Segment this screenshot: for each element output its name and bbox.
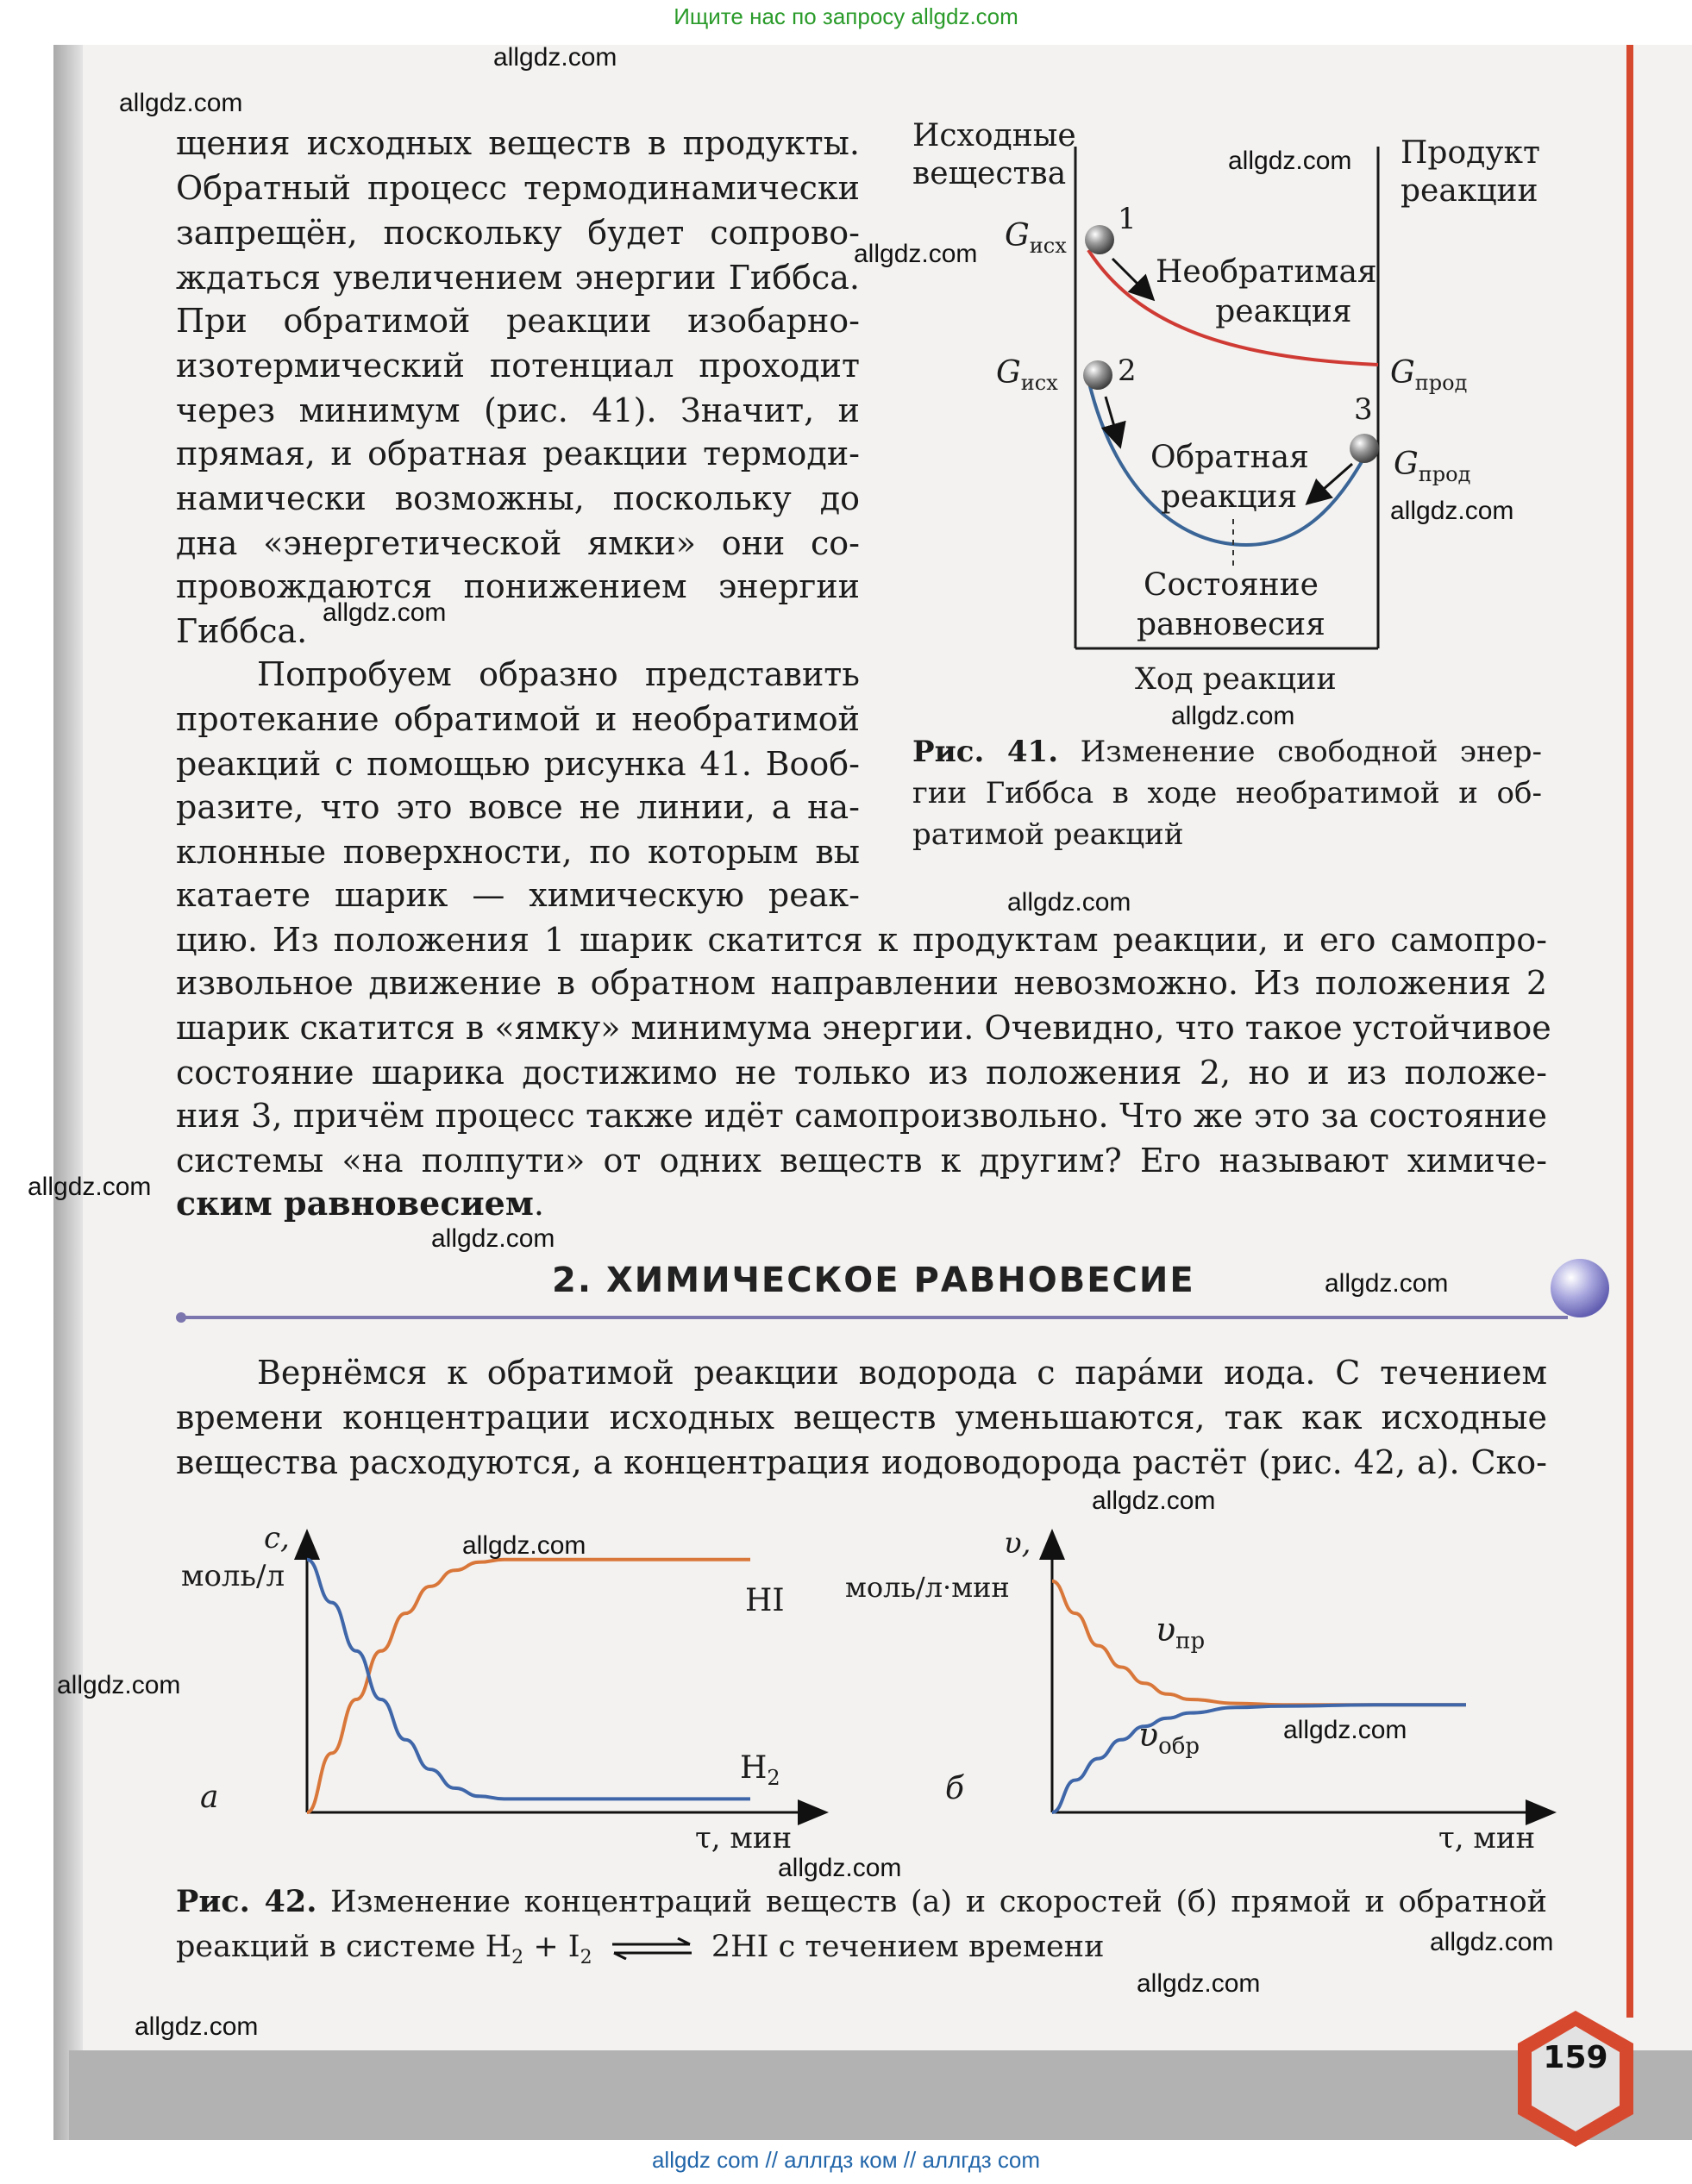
chart-a-ylabel-units: моль/л <box>181 1559 285 1593</box>
caption-text: Изменение свободной энер- <box>1080 735 1542 769</box>
term-chemical-equilibrium: ским равновесием <box>176 1184 534 1223</box>
watermark: allgdz.com <box>1137 1969 1261 1998</box>
text-line: разите, что это вовсе не линии, а на- <box>176 788 860 826</box>
text-line: Вернёмся к обратимой реакции водорода с парáми иода. С течением <box>257 1354 1547 1392</box>
text-line: Гиббса. <box>176 612 308 650</box>
series-label-h2 <box>740 1750 780 1790</box>
g-symbol: G <box>1394 447 1419 482</box>
caption-text: 2HI с течением времени <box>711 1930 1105 1964</box>
page-footer-bar <box>69 2050 1692 2140</box>
book-spine <box>53 45 83 2140</box>
watermark: allgdz.com <box>135 2012 259 2041</box>
watermark: allgdz.com <box>462 1531 586 1560</box>
series-name: υ <box>1156 1611 1176 1649</box>
text-line: шарик скатится в «ямку» минимума энергии. Очевидно, что такое устойчивое <box>176 1009 1551 1047</box>
text-line: времени концентрации исходных веществ уменьшаются, так как исходные <box>176 1399 1547 1436</box>
series-name: H <box>740 1750 768 1786</box>
text-line: изотермический потенциал проходит <box>176 347 860 385</box>
page-number: 159 <box>1543 2040 1608 2075</box>
xaxis-reaction-course: Ход реакции <box>1135 662 1337 697</box>
g-subscript: исх <box>1020 371 1058 396</box>
position-1-label: 1 <box>1118 202 1137 236</box>
label-line: реакция <box>1161 479 1298 515</box>
text-fragment: . <box>533 1185 544 1223</box>
g-symbol: G <box>1005 218 1030 253</box>
g-subscript: прод <box>1418 462 1471 487</box>
text-line: вещества расходуются, а концентрация иодоводорода растёт (рис. 42, а). Ско- <box>176 1443 1547 1481</box>
chart-b-ylabel-units: моль/л·мин <box>845 1571 1010 1604</box>
chart-b-xlabel: τ, мин <box>1438 1821 1536 1855</box>
g-product-2 <box>1394 447 1470 486</box>
chart-a-ylabel-symbol: с, <box>264 1521 290 1555</box>
label-line: Состояние <box>1143 567 1319 603</box>
text-line: запрещён, поскольку будет сопрово- <box>176 214 860 252</box>
watermark: allgdz.com <box>1007 888 1131 917</box>
label-product <box>1401 135 1540 210</box>
text-line: щения исходных веществ в продукты. <box>176 124 860 162</box>
text-line: Попробуем образно представить <box>257 655 860 693</box>
text-line: ждаться увеличением энергии Гиббса. <box>176 259 860 297</box>
series-subscript: обр <box>1158 1733 1200 1760</box>
g-symbol: G <box>1390 355 1415 391</box>
label-reverse <box>1150 438 1309 517</box>
panel-label-b: б <box>945 1771 964 1806</box>
series-label-v-forward <box>1156 1611 1205 1655</box>
margin-red-rule <box>1626 45 1633 2018</box>
text-line: провождаются понижением энергии <box>176 567 860 605</box>
g-subscript: прод <box>1414 371 1468 396</box>
label-line: реакции <box>1401 173 1538 209</box>
subscript: 2 <box>580 1947 592 1968</box>
label-irreversible <box>1156 253 1377 332</box>
series-label-hi: HI <box>745 1583 785 1618</box>
position-3-label: 3 <box>1354 392 1373 427</box>
text-line: клонные поверхности, по которым вы <box>176 833 860 871</box>
text-line: через минимум (рис. 41). Значит, и <box>176 391 860 429</box>
caption-text: Изменение концентраций веществ (а) и скоростей (б) прямой и обратной <box>330 1885 1547 1919</box>
equilibrium-arrows-icon <box>607 1937 697 1960</box>
watermark: allgdz.com <box>28 1173 152 1201</box>
position-2-label: 2 <box>1118 354 1137 388</box>
text-line: извольное движение в обратном направлении невозможно. Из положения 2 <box>176 964 1547 1002</box>
text-line: намически возможны, поскольку до <box>176 479 860 517</box>
series-subscript: 2 <box>767 1766 780 1791</box>
subscript: 2 <box>511 1947 524 1968</box>
watermark: allgdz.com <box>778 1854 902 1882</box>
label-line: Продукт <box>1401 135 1540 171</box>
watermark: allgdz.com <box>493 43 617 72</box>
label-line: Исходные <box>912 118 1076 153</box>
g-symbol: G <box>996 355 1021 391</box>
caption-line: гии Гиббса в ходе необратимой и об- <box>912 776 1542 810</box>
chart-a-xlabel: τ, мин <box>695 1821 793 1855</box>
watermark: allgdz.com <box>1092 1486 1216 1515</box>
watermark: allgdz.com <box>323 598 447 627</box>
text-line: цию. Из положения 1 шарик скатится к продуктам реакции, и его самопро- <box>176 921 1547 959</box>
watermark: allgdz.com <box>1430 1928 1554 1956</box>
caption-line <box>912 731 1542 773</box>
text-line: При обратимой реакции изобарно- <box>176 302 860 340</box>
caption-label: Рис. 41. <box>912 735 1059 769</box>
watermark: allgdz.com <box>1325 1269 1449 1298</box>
g-product-1 <box>1390 355 1467 395</box>
g-subscript: исх <box>1029 234 1067 259</box>
series-subscript: пр <box>1175 1628 1206 1655</box>
page-number-badge <box>1511 2007 1640 2154</box>
section-heading: 2. ХИМИЧЕСКОЕ РАВНОВЕСИЕ <box>552 1261 1195 1300</box>
panel-label-a: а <box>200 1780 219 1815</box>
watermark: allgdz.com <box>431 1224 555 1253</box>
caption-text: + I <box>533 1930 580 1964</box>
watermark: allgdz.com <box>1228 147 1352 175</box>
text-line <box>176 1181 544 1226</box>
watermark: allgdz.com <box>57 1671 181 1699</box>
caption-label: Рис. 42. <box>176 1884 317 1919</box>
bottom-note: allgdz com // аллгдз ком // аллгдз com <box>651 2147 1041 2173</box>
watermark: allgdz.com <box>1283 1716 1407 1744</box>
text-line: прямая, и обратная реакции термоди- <box>176 435 860 472</box>
text-line: системы «на полпути» от одних веществ к другим? Его называют химиче- <box>176 1142 1547 1180</box>
g-start-2 <box>996 355 1058 395</box>
label-line: Обратная <box>1150 440 1309 475</box>
caption-line <box>176 1924 1547 1981</box>
label-line: реакция <box>1215 294 1352 329</box>
series-name: υ <box>1138 1716 1159 1754</box>
chart-b-ylabel-symbol: υ, <box>1004 1526 1031 1561</box>
label-line: равновесия <box>1137 607 1325 642</box>
text-line: катаете шарик — химическую реак- <box>176 876 860 914</box>
text-line: протекание обратимой и необратимой <box>176 700 860 738</box>
text-line: состояние шарика достижимо не только из положения 2, но и из положе- <box>176 1054 1547 1092</box>
label-start-substances <box>912 117 1076 193</box>
g-start-1 <box>1005 218 1067 258</box>
watermark: allgdz.com <box>119 89 243 117</box>
label-equilibrium <box>1137 566 1325 645</box>
label-line: вещества <box>912 156 1067 191</box>
caption-line <box>176 1880 1547 1924</box>
top-search-note: Ищите нас по запросу allgdz.com <box>674 3 1018 29</box>
caption-line: ратимой реакций <box>912 817 1184 852</box>
caption-text: реакций в системе H <box>176 1930 512 1964</box>
label-line: Необратимая <box>1156 254 1377 290</box>
watermark: allgdz.com <box>1171 702 1295 730</box>
watermark: allgdz.com <box>854 240 978 268</box>
text-line: реакций с помощью рисунка 41. Вооб- <box>176 745 860 783</box>
text-line: дна «энергетической ямки» они со- <box>176 524 860 562</box>
watermark: allgdz.com <box>1390 497 1514 525</box>
series-label-v-reverse <box>1138 1716 1200 1760</box>
text-line: Обратный процесс термодинамически <box>176 169 860 207</box>
text-line: ния 3, причём процесс также идёт самопроизвольно. Что же это за состояние <box>176 1097 1547 1135</box>
